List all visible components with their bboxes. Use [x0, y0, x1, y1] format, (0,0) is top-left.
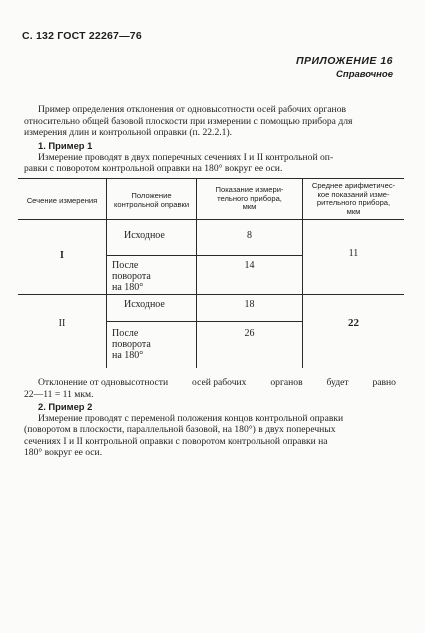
intro-line: относительно общей базовой плоскости при измерении с помощью прибора для — [24, 115, 353, 127]
example2-line: сечениях I и II контрольной оправки с поворотом контрольной оправки на — [24, 435, 328, 447]
example2-block — [24, 401, 396, 459]
header-reading-line: тельного прибора, — [217, 193, 282, 203]
table-row-rule — [18, 294, 404, 295]
row2-position-rotated-line: на 180° — [112, 350, 144, 361]
header-reading-line: Показание измери- — [215, 185, 284, 194]
result-word: Отклонение от одновысотности — [38, 377, 169, 388]
row2-position-rotated-line: поворота — [112, 339, 151, 350]
row2-reading-rotated: 26 — [244, 328, 255, 339]
header-position-line: контрольной оправки — [113, 199, 190, 209]
example1-heading: 1. Пример 1 — [38, 140, 93, 151]
table-sub-rule — [106, 255, 302, 256]
header-mean-line: Среднее арифметичес- — [311, 181, 396, 190]
header-reading — [197, 186, 302, 212]
header-mean-line: мкм — [346, 206, 361, 216]
result-word: будет — [326, 377, 349, 388]
row1-position-rotated-line: на 180° — [112, 282, 144, 293]
result-line: 22—11 = 11 мкм. — [24, 388, 94, 400]
appendix-heading — [296, 55, 393, 80]
table-header-rule — [18, 219, 404, 220]
example1-line: Измерение проводят в двух поперечных сечениях I и II контрольной оп- — [38, 151, 334, 163]
result-paragraph — [24, 377, 396, 400]
example1-line: равки с поворотом контрольной оправки на 180° вокруг ее оси. — [24, 163, 283, 174]
appendix-title: ПРИЛОЖЕНИЕ 16 — [295, 55, 393, 67]
example2-line: (поворотом в плоскости, параллельной базовой, на 180°) в двух поперечных — [24, 424, 336, 435]
row1-position-rotated-line: После — [112, 260, 139, 271]
page-header: С. 132 ГОСТ 22267—76 — [22, 30, 142, 42]
row1-position-rotated — [112, 260, 151, 293]
example2-line: Измерение проводят с переменой положения концов контрольной оправки — [38, 412, 344, 424]
header-position-line: Положение — [131, 191, 172, 200]
result-word: органов — [270, 377, 303, 388]
example2-heading: 2. Пример 2 — [38, 401, 93, 412]
measurement-table — [18, 178, 404, 368]
intro-line: измерения длин и контрольной оправки (п. 22.2.1). — [24, 127, 233, 138]
header-section: Сечение измерения — [26, 196, 98, 205]
row1-mean: 11 — [348, 248, 359, 259]
table-sub-rule — [106, 321, 302, 322]
intro-line: Пример определения отклонения от одновысотности осей рабочих органов — [38, 104, 347, 115]
header-reading-line: мкм — [242, 202, 257, 212]
row1-section: I — [60, 250, 64, 261]
result-word: осей рабочих — [192, 377, 247, 388]
row2-position-initial: Исходное — [124, 299, 165, 310]
appendix-subtitle: Справочное — [336, 69, 393, 80]
intro-paragraph — [24, 104, 396, 139]
header-mean-line: кое показаний изме- — [317, 189, 390, 199]
row1-reading-rotated: 14 — [244, 260, 255, 271]
example1-block — [24, 140, 396, 175]
example2-line: 180° вокруг ее оси. — [24, 447, 103, 458]
row1-position-rotated-line: поворота — [112, 271, 151, 282]
row1-position-initial: Исходное — [124, 230, 165, 241]
row2-mean: 22 — [348, 317, 359, 329]
header-mean-line: рительного прибора, — [316, 198, 391, 208]
result-word: равно — [372, 377, 396, 388]
table-top-rule — [18, 178, 404, 179]
header-position — [107, 192, 196, 209]
row2-reading-initial: 18 — [244, 299, 255, 310]
row2-position-rotated — [112, 328, 151, 361]
row1-reading-initial: 8 — [247, 230, 252, 241]
row2-section: II — [58, 318, 66, 329]
row2-position-rotated-line: После — [112, 328, 139, 339]
header-mean — [303, 182, 404, 216]
result-line — [24, 377, 396, 389]
